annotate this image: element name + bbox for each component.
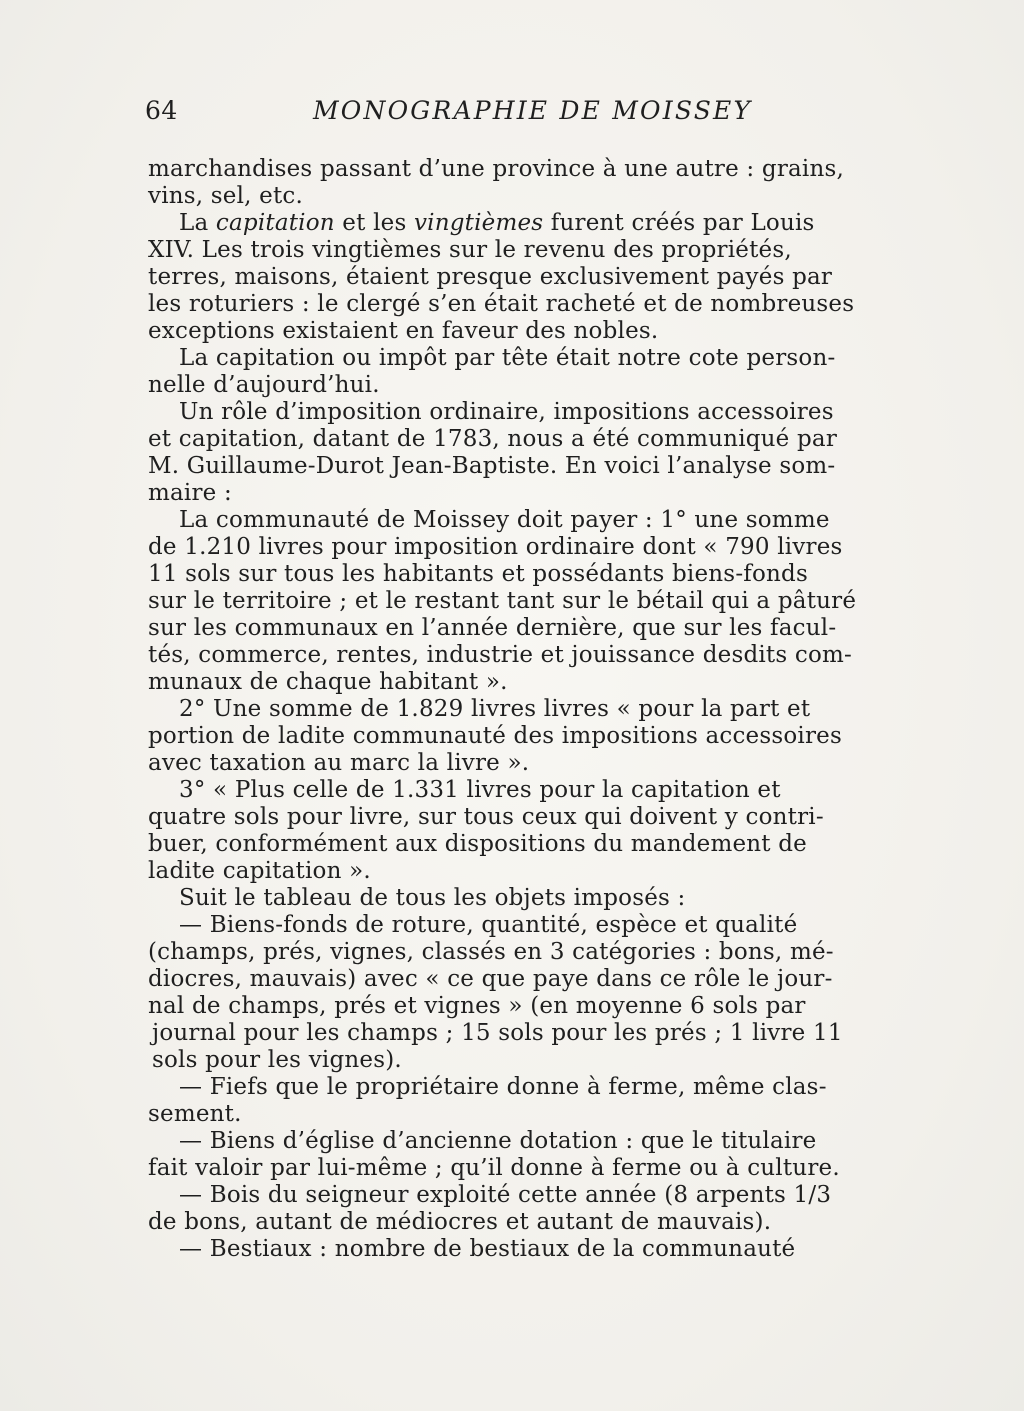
text-line-content: exceptions existaient en faveur des nobles. bbox=[148, 318, 659, 344]
text-line-content: nal de champs, prés et vignes » (en moyenne 6 sols par bbox=[148, 993, 806, 1019]
text-line bbox=[148, 588, 936, 615]
text-line bbox=[148, 453, 936, 480]
text-line bbox=[148, 399, 936, 426]
text-line-content: La capitation et les vingtièmes furent créés par Louis bbox=[179, 210, 815, 236]
text-line-content: sols pour les vignes). bbox=[152, 1047, 402, 1073]
text-line bbox=[148, 1236, 936, 1263]
text-line bbox=[148, 291, 936, 318]
text-line bbox=[148, 858, 936, 885]
text-line-content: La communauté de Moissey doit payer : 1° une somme bbox=[179, 507, 830, 533]
italic-term: capitation bbox=[215, 210, 335, 236]
text-line-content: buer, conformément aux dispositions du mandement de bbox=[148, 831, 807, 857]
text-line bbox=[148, 561, 936, 588]
text-line bbox=[148, 210, 936, 237]
text-line-content: sur le territoire ; et le restant tant sur le bétail qui a pâturé bbox=[148, 588, 857, 614]
text-line bbox=[148, 534, 936, 561]
text-line-content: (champs, prés, vignes, classés en 3 catégories : bons, mé- bbox=[148, 939, 834, 965]
text-line bbox=[148, 1155, 936, 1182]
text-line-content: 2° Une somme de 1.829 livres livres « pour la part et bbox=[179, 696, 811, 722]
text-line bbox=[148, 696, 936, 723]
text-line bbox=[148, 426, 936, 453]
text-line-content: tés, commerce, rentes, industrie et jouissance desdits com- bbox=[148, 642, 853, 668]
text-line-content: M. Guillaume-Durot Jean-Baptiste. En voici l’analyse som- bbox=[148, 453, 836, 479]
text-line bbox=[148, 750, 936, 777]
text-line-content: journal pour les champs ; 15 sols pour les prés ; 1 livre 11 bbox=[152, 1020, 843, 1046]
text-line-content: les roturiers : le clergé s’en était racheté et de nombreuses bbox=[148, 291, 855, 317]
text-line bbox=[148, 372, 936, 399]
text-line-content: fait valoir par lui-même ; qu’il donne à ferme ou à culture. bbox=[148, 1155, 840, 1181]
text-line bbox=[148, 777, 936, 804]
text-line-content: de bons, autant de médiocres et autant de mauvais). bbox=[148, 1209, 772, 1235]
running-title: MONOGRAPHIE DE MOISSEY bbox=[313, 96, 753, 125]
text-line-content: maire : bbox=[148, 480, 232, 506]
text-line bbox=[148, 993, 936, 1020]
italic-term: vingtièmes bbox=[413, 210, 544, 236]
text-line bbox=[148, 318, 936, 345]
text-line-content: nelle d’aujourd’hui. bbox=[148, 372, 380, 398]
text-line-content: Un rôle d’imposition ordinaire, impositions accessoires bbox=[179, 399, 834, 425]
text-line-content: La capitation ou impôt par tête était notre cote person- bbox=[179, 345, 836, 371]
text-line-content: diocres, mauvais) avec « ce que paye dans ce rôle le jour- bbox=[148, 966, 833, 992]
text-line-content: quatre sols pour livre, sur tous ceux qui doivent y contri- bbox=[148, 804, 824, 830]
text-line bbox=[148, 966, 936, 993]
text-line bbox=[148, 939, 936, 966]
text-line-content: — Bestiaux : nombre de bestiaux de la communauté bbox=[179, 1236, 796, 1262]
text-line bbox=[148, 723, 936, 750]
text-line bbox=[148, 1101, 936, 1128]
body-text bbox=[148, 156, 936, 1263]
text-line-content: munaux de chaque habitant ». bbox=[148, 669, 508, 695]
text-line-content: marchandises passant d’une province à une autre : grains, bbox=[148, 156, 845, 182]
text-line bbox=[148, 912, 936, 939]
text-line bbox=[148, 264, 936, 291]
text-line-content: avec taxation au marc la livre ». bbox=[148, 750, 530, 776]
text-line-content: 3° « Plus celle de 1.331 livres pour la capitation et bbox=[179, 777, 781, 803]
text-line-content: et capitation, datant de 1783, nous a été communiqué par bbox=[148, 426, 838, 452]
text-line bbox=[148, 642, 936, 669]
text-line bbox=[148, 480, 936, 507]
text-line bbox=[148, 1182, 936, 1209]
text-line bbox=[148, 1074, 936, 1101]
text-line bbox=[148, 804, 936, 831]
text-line bbox=[148, 183, 936, 210]
text-line-content: portion de ladite communauté des impositions accessoires bbox=[148, 723, 842, 749]
text-line-content: XIV. Les trois vingtièmes sur le revenu des propriétés, bbox=[148, 237, 792, 263]
text-line-content: — Biens d’église d’ancienne dotation : que le titulaire bbox=[179, 1128, 817, 1154]
text-line-content: — Fiefs que le propriétaire donne à ferme, même clas- bbox=[179, 1074, 827, 1100]
page-header bbox=[145, 95, 935, 127]
text-line-content: Suit le tableau de tous les objets imposés : bbox=[179, 885, 686, 911]
text-line bbox=[148, 237, 936, 264]
text-line bbox=[148, 669, 936, 696]
text-line-content: 11 sols sur tous les habitants et possédants biens-fonds bbox=[148, 561, 808, 587]
text-line-content: vins, sel, etc. bbox=[148, 183, 304, 209]
text-line bbox=[148, 831, 936, 858]
text-line bbox=[148, 1128, 936, 1155]
text-line bbox=[148, 615, 936, 642]
text-line-content: ladite capitation ». bbox=[148, 858, 371, 884]
text-line bbox=[148, 1020, 936, 1047]
text-line-content: — Biens-fonds de roture, quantité, espèce et qualité bbox=[179, 912, 798, 938]
text-line-content: de 1.210 livres pour imposition ordinaire dont « 790 livres bbox=[148, 534, 843, 560]
text-line bbox=[148, 1047, 936, 1074]
text-line bbox=[148, 507, 936, 534]
text-line bbox=[148, 1209, 936, 1236]
page-number: 64 bbox=[145, 96, 178, 125]
text-line bbox=[148, 345, 936, 372]
text-line-content: terres, maisons, étaient presque exclusivement payés par bbox=[148, 264, 833, 290]
text-line-content: sement. bbox=[148, 1101, 242, 1127]
text-line-content: sur les communaux en l’année dernière, que sur les facul- bbox=[148, 615, 837, 641]
text-line-content: — Bois du seigneur exploité cette année (8 arpents 1/3 bbox=[179, 1182, 832, 1208]
text-line bbox=[148, 885, 936, 912]
text-line bbox=[148, 156, 936, 183]
